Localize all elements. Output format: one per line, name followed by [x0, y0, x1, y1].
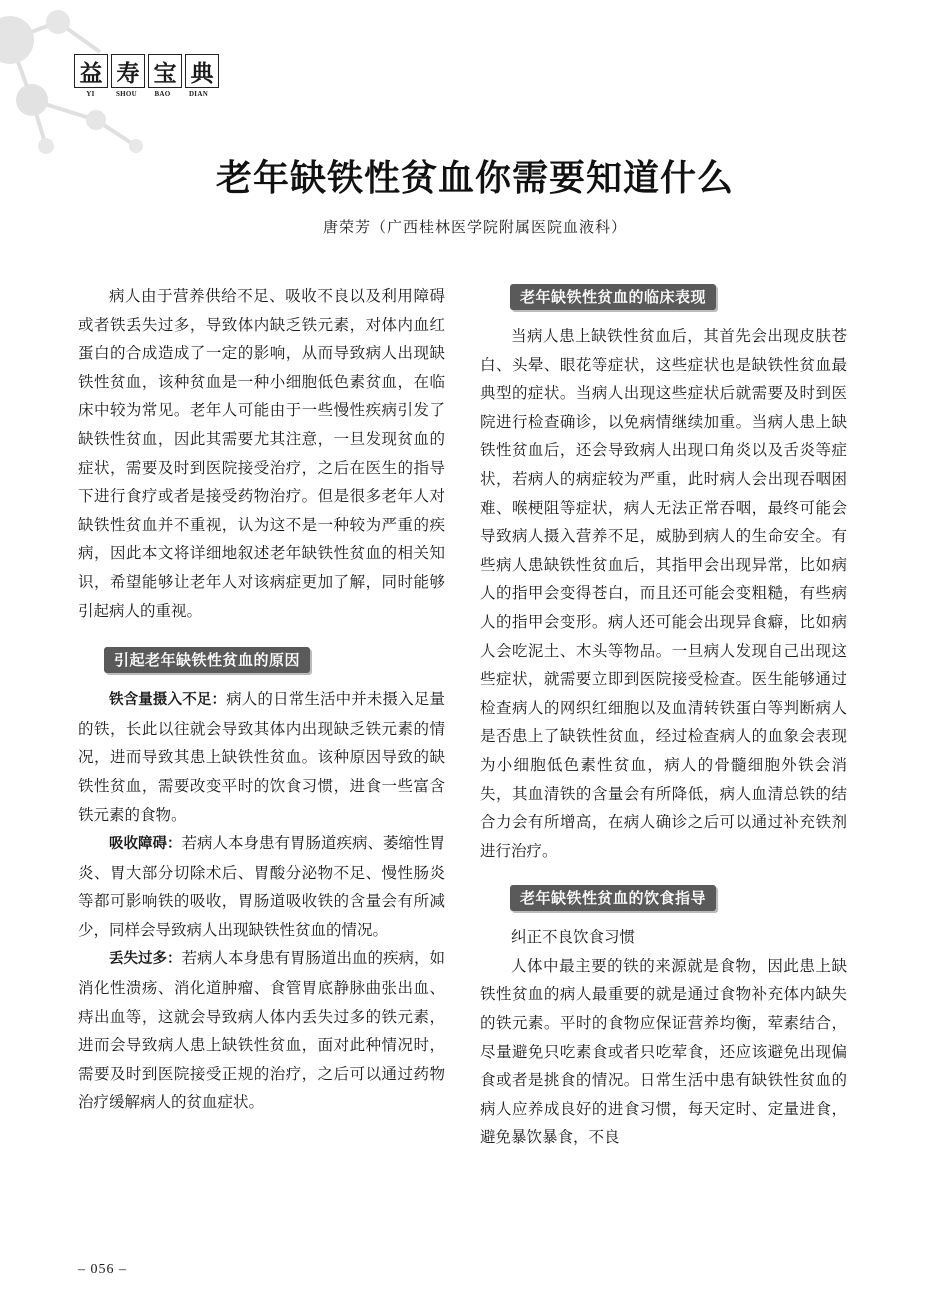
- cause-lead: 吸收障碍：: [109, 836, 182, 853]
- column-logo: [74, 54, 219, 88]
- pinyin-label: SHOU: [115, 90, 138, 98]
- cause-paragraph: [78, 685, 445, 829]
- page-number: – 056 –: [78, 1262, 127, 1277]
- pinyin-label: YI: [86, 90, 95, 98]
- column-pinyin: [74, 90, 215, 98]
- article-author: 唐荣芳（广西桂林医学院附属医院血液科）: [322, 218, 627, 236]
- cause-text: 若病人本身患有胃肠道疾病、萎缩性胃炎、胃大部分切除术后、胃酸分泌物不足、慢性肠炎等都可影响铁的吸收，胃肠道吸收铁的含量会有所减少，同样会导致病人出现缺铁性贫血的情况。: [78, 834, 446, 939]
- section-heading-wrap: [480, 282, 847, 312]
- pinyin-label: DIAN: [188, 90, 209, 98]
- cause-text: 病人的日常生活中并未摄入足量的铁，长此以往就会导致其体内出现缺乏铁元素的情况，进而导致其患上缺铁性贫血。该种原因导致的缺铁性贫血，需要改变平时的饮食习惯，进食一些富含铁元素的食物。: [78, 690, 445, 824]
- symptoms-paragraph: 当病人患上缺铁性贫血后，其首先会出现皮肤苍白、头晕、眼花等症状，这些症状也是缺铁性贫血最典型的症状。当病人出现这些症状后就需要及时到医院进行检查确诊，以免病情继续加重。当病人患上缺铁性贫血后，还会导致病人出现口角炎以及舌炎等症状，若病人的病症较为严重，此时病人会出现吞咽困难、喉梗阻等症状，病人无法正常吞咽，最终可能会导致病人摄入营养不足，威胁到病人的生命安全。有些病人患缺铁性贫血后，其指甲会出现异常，比如病人的指甲会变得苍白，而且还可能会变粗糙，有些病人的指甲会变形。病人还可能会出现异食癖，比如病人会吃泥土、木头等物品。一旦病人发现自己出现这些症状，就需要立即到医院接受检查。医生能够通过检查病人的网织红细胞以及血清转铁蛋白等判断病人是否患上了缺铁性贫血，经过检查病人的血象会表现为小细胞低色素性贫血，病人的骨髓细胞外铁会消失，其血清铁的含量会有所降低，病人血清总铁的结合力会有所增高，在病人确诊之后可以通过补充铁剂进行治疗。: [480, 327, 847, 860]
- cause-paragraph: [78, 829, 445, 944]
- cause-lead: 丢失过多：: [109, 951, 182, 968]
- section-heading-symptoms: 老年缺铁性贫血的临床表现: [510, 284, 716, 310]
- column-logo-char: 典: [185, 54, 219, 88]
- column-logo-char: 益: [74, 54, 108, 88]
- intro-paragraph: 病人由于营养供给不足、吸收不良以及利用障碍或者铁丢失过多，导致体内缺乏铁元素，对体内血红蛋白的合成造成了一定的影响，从而导致病人出现缺铁性贫血，该种贫血是一种小细胞低色素贫血，在临床中较为常见。老年人可能由于一些慢性疾病引发了缺铁性贫血，因此其需要尤其注意，一旦发现贫血的症状，需要及时到医院接受治疗，之后在医生的指导下进行食疗或者是接受药物治疗。但是很多老年人对缺铁性贫血并不重视，认为这不是一种较为严重的疾病，因此本文将详细地叙述老年缺铁性贫血的相关知识，希望能够让老年人对该病症更加了解，同时能够引起病人的重视。: [78, 287, 445, 620]
- cause-paragraph: [78, 944, 445, 1117]
- pinyin-label: BAO: [154, 90, 171, 98]
- section-heading-causes: 引起老年缺铁性贫血的原因: [104, 647, 310, 673]
- cause-text: 若病人本身患有胃肠道出血的疾病，如消化性溃疡、消化道肿瘤、食管胃底静脉曲张出血、痔出血等，这就会导致病人体内丢失过多的铁元素，进而会导致病人患上缺铁性贫血，面对此种情况时，需要及时到医院接受正规的治疗，之后可以通过药物治疗缓解病人的贫血症状。: [78, 949, 446, 1112]
- section-heading-wrap: [78, 645, 445, 675]
- column-logo-char: 宝: [148, 54, 182, 88]
- column-logo-char: 寿: [111, 54, 145, 88]
- section-heading-diet: 老年缺铁性贫血的饮食指导: [510, 885, 716, 911]
- cause-lead: 铁含量摄入不足：: [109, 692, 227, 709]
- right-column: [480, 282, 847, 1152]
- section-heading-wrap: [480, 883, 847, 913]
- article-title: 老年缺铁性贫血你需要知道什么: [215, 158, 734, 199]
- left-column: [78, 282, 445, 1117]
- diet-subheading: 纠正不良饮食习惯: [511, 928, 636, 947]
- diet-paragraph: 人体中最主要的铁的来源就是食物，因此患上缺铁性贫血的病人最重要的就是通过食物补充体内缺失的铁元素。平时的食物应保证营养均衡，荤素结合，尽量避免只吃素食或者只吃荤食，还应该避免出现偏食或者是挑食的情况。日常生活中患有缺铁性贫血的病人应养成良好的进食习惯，每天定时、定量进食，避免暴饮暴食，不良: [480, 956, 847, 1147]
